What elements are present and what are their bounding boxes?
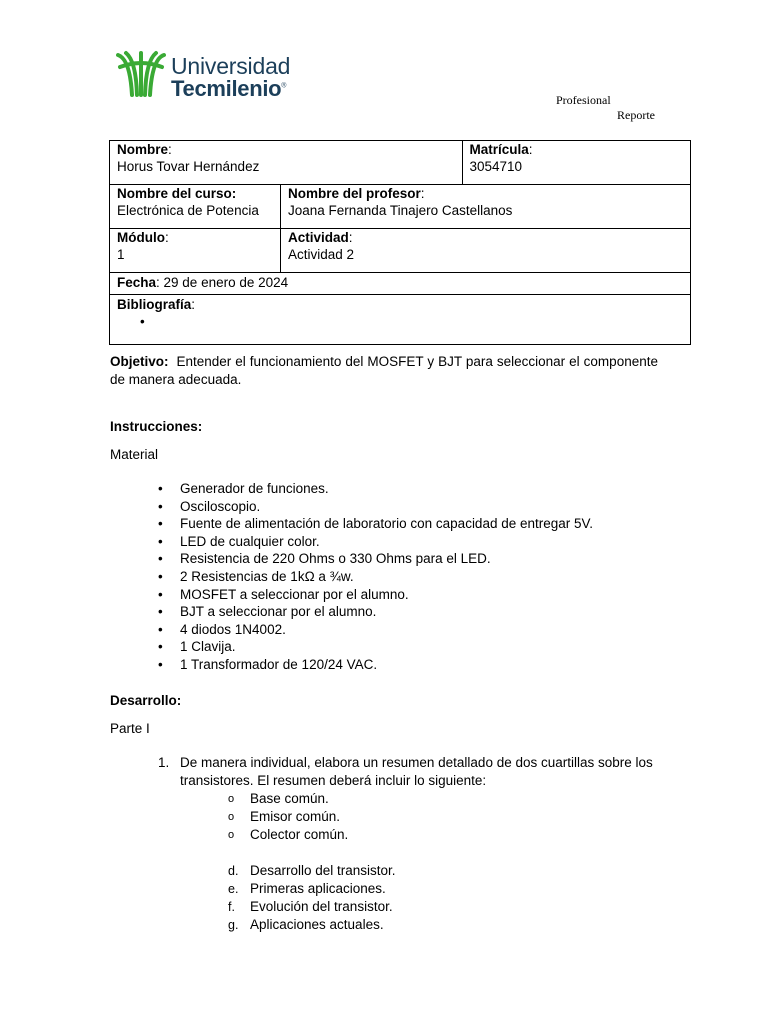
- profesor-value: Joana Fernanda Tinajero Castellanos: [288, 203, 513, 218]
- curso-label: Nombre del curso:: [117, 186, 237, 201]
- list-item: o Emisor común.: [228, 809, 341, 824]
- nombre-label: Nombre: [117, 142, 169, 157]
- step-1-text: De manera individual, elabora un resumen detallado de dos cuartillas sobre los transistores. El resumen deberá incluir lo siguiente:: [180, 755, 653, 788]
- desarrollo-heading: Desarrollo:: [110, 693, 182, 708]
- list-item: • 2 Resistencias de 1kΩ a ¾w.: [158, 568, 354, 584]
- actividad-cell: Actividad: Actividad 2: [281, 229, 691, 273]
- fecha-cell: [110, 273, 691, 295]
- list-item: o Base común.: [228, 791, 329, 806]
- instrucciones-heading: Instrucciones:: [110, 419, 203, 434]
- header-profesional: Profesional: [556, 93, 611, 107]
- step-1: [158, 754, 658, 790]
- info-table: [109, 140, 691, 345]
- list-item: • Generador de funciones.: [158, 481, 329, 496]
- modulo-label: Módulo: [117, 230, 165, 245]
- university-logo: [116, 49, 316, 101]
- list-item: • MOSFET a seleccionar por el alumno.: [158, 586, 409, 602]
- letter-list: [228, 862, 396, 934]
- actividad-label: Actividad: [288, 230, 349, 245]
- objetivo-text: Entender el funcionamiento del MOSFET y BJT para seleccionar el componente de manera adecuada.: [110, 354, 658, 387]
- materials-list: [158, 480, 593, 674]
- curso-value: Electrónica de Potencia: [117, 203, 259, 218]
- fecha-value: : 29 de enero de 2024: [156, 275, 289, 290]
- bibliografia-bullet: •: [140, 314, 145, 329]
- nombre-value: Horus Tovar Hernández: [117, 159, 260, 174]
- header-reporte: Reporte: [617, 108, 655, 122]
- matricula-value: 3054710: [469, 159, 523, 174]
- list-item: o Colector común.: [228, 827, 349, 842]
- list-item: • 4 diodos 1N4002.: [158, 621, 286, 637]
- list-item: f. Evolución del transistor.: [228, 899, 393, 914]
- list-item: • Osciloscopio.: [158, 498, 261, 514]
- tecmilenio-leaf-icon: [116, 49, 166, 99]
- bibliografia-label: Bibliografía: [117, 297, 192, 312]
- list-item: • LED de cualquier color.: [158, 533, 320, 549]
- objetivo-label: Objetivo:: [110, 354, 169, 369]
- config-sublist: [228, 790, 348, 844]
- list-item: d. Desarrollo del transistor.: [228, 863, 396, 878]
- list-item: • Fuente de alimentación de laboratorio con capacidad de entregar 5V.: [158, 516, 594, 532]
- objetivo-paragraph: [110, 353, 658, 389]
- nombre-cell: Nombre: Horus Tovar Hernández: [110, 141, 463, 185]
- bibliografia-cell: Bibliografía: •: [110, 295, 691, 345]
- profesor-label: Nombre del profesor: [288, 186, 421, 201]
- list-item: e. Primeras aplicaciones.: [228, 881, 386, 896]
- list-item: • BJT a seleccionar por el alumno.: [158, 604, 377, 620]
- logo-line2: Tecmilenio®: [171, 76, 287, 101]
- list-item: • 1 Clavija.: [158, 639, 236, 655]
- list-item: g. Aplicaciones actuales.: [228, 917, 384, 932]
- parte-label: Parte I: [110, 721, 150, 736]
- profesor-cell: Nombre del profesor: Joana Fernanda Tinajero Castellanos: [281, 185, 691, 229]
- step-1-number: 1.: [158, 755, 170, 770]
- fecha-label: Fecha: [117, 275, 157, 290]
- list-item: • 1 Transformador de 120/24 VAC.: [158, 656, 378, 672]
- actividad-value: Actividad 2: [288, 247, 355, 262]
- modulo-cell: Módulo: 1: [110, 229, 281, 273]
- material-label: Material: [110, 447, 159, 462]
- matricula-cell: Matrícula: 3054710: [462, 141, 691, 185]
- list-item: • Resistencia de 220 Ohms o 330 Ohms para el LED.: [158, 551, 491, 567]
- logo-line1: Universidad: [171, 53, 291, 79]
- curso-cell: [110, 185, 281, 229]
- matricula-label: Matrícula: [469, 142, 529, 157]
- modulo-value: 1: [117, 247, 125, 262]
